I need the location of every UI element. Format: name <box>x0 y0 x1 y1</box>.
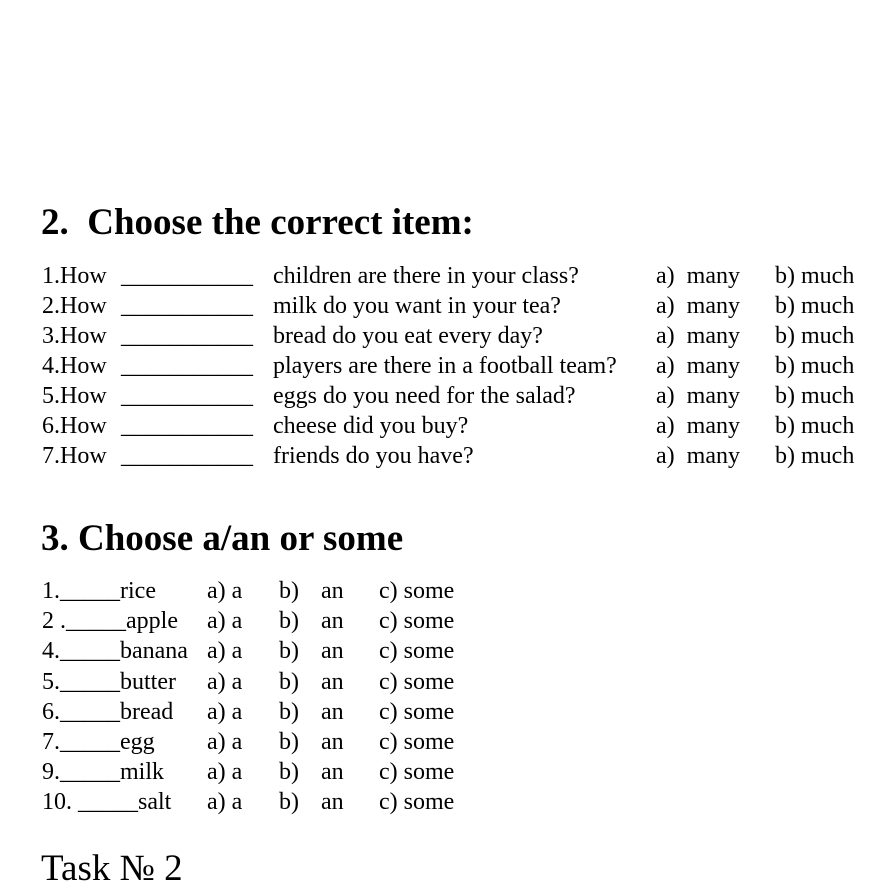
question-text: milk do you want in your tea? <box>273 293 561 319</box>
option-b-value: an <box>321 699 344 725</box>
option-a: a) a <box>207 578 243 604</box>
answer-blank: ___________ <box>121 383 253 409</box>
option-a: a) many <box>656 353 740 379</box>
option-a: a) many <box>656 263 740 289</box>
option-b-value: an <box>321 729 344 755</box>
option-b: b) much <box>775 353 855 379</box>
section-2-title: 2. Choose the correct item: <box>41 202 474 243</box>
option-b-label: b) <box>279 608 299 634</box>
option-c: c) some <box>379 669 455 695</box>
option-b-label: b) <box>279 699 299 725</box>
item-number: 1.How <box>42 263 107 289</box>
answer-blank: ___________ <box>121 323 253 349</box>
option-a: a) many <box>656 443 740 469</box>
item-number: 3.How <box>42 323 107 349</box>
item-prompt: 9._____milk <box>42 759 165 785</box>
option-a: a) a <box>207 638 243 664</box>
item-number: 5.How <box>42 383 107 409</box>
option-a: a) a <box>207 699 243 725</box>
section-3-title: 3. Choose a/an or some <box>41 518 404 559</box>
item-number: 6.How <box>42 413 107 439</box>
item-number: 4.How <box>42 353 107 379</box>
option-b-label: b) <box>279 578 299 604</box>
question-text: friends do you have? <box>273 443 474 469</box>
option-b-value: an <box>321 669 344 695</box>
option-b: b) much <box>775 383 855 409</box>
option-a: a) many <box>656 293 740 319</box>
option-a: a) many <box>656 413 740 439</box>
option-b: b) much <box>775 443 855 469</box>
option-b-label: b) <box>279 729 299 755</box>
list-item <box>0 321 890 351</box>
option-c: c) some <box>379 638 455 664</box>
list-item <box>0 606 890 636</box>
answer-blank: ___________ <box>121 413 253 439</box>
answer-blank: ___________ <box>121 293 253 319</box>
option-c: c) some <box>379 759 455 785</box>
option-b-label: b) <box>279 669 299 695</box>
option-a: a) a <box>207 789 243 815</box>
option-b-value: an <box>321 789 344 815</box>
option-b: b) much <box>775 413 855 439</box>
option-a: a) a <box>207 608 243 634</box>
list-item <box>0 381 890 411</box>
item-prompt: 7._____egg <box>42 729 155 755</box>
question-text: cheese did you buy? <box>273 413 469 439</box>
option-b: b) much <box>775 263 855 289</box>
answer-blank: ___________ <box>121 263 253 289</box>
option-b-label: b) <box>279 789 299 815</box>
option-b-value: an <box>321 759 344 785</box>
option-a: a) a <box>207 729 243 755</box>
question-text: children are there in your class? <box>273 263 579 289</box>
item-prompt: 1._____rice <box>42 578 156 604</box>
list-item <box>0 576 890 606</box>
list-item <box>0 351 890 381</box>
list-item <box>0 787 890 817</box>
item-prompt: 6._____bread <box>42 699 174 725</box>
option-b-label: b) <box>279 759 299 785</box>
item-prompt: 10. _____salt <box>42 789 172 815</box>
option-c: c) some <box>379 699 455 725</box>
option-a: a) many <box>656 323 740 349</box>
answer-blank: ___________ <box>121 353 253 379</box>
item-prompt: 2 ._____apple <box>42 608 178 634</box>
option-b-value: an <box>321 608 344 634</box>
list-item <box>0 636 890 666</box>
question-text: players are there in a football team? <box>273 353 617 379</box>
option-b-value: an <box>321 578 344 604</box>
list-item <box>0 291 890 321</box>
option-b-value: an <box>321 638 344 664</box>
option-c: c) some <box>379 729 455 755</box>
item-number: 2.How <box>42 293 107 319</box>
question-text: bread do you eat every day? <box>273 323 543 349</box>
list-item <box>0 757 890 787</box>
option-a: a) a <box>207 669 243 695</box>
option-a: a) a <box>207 759 243 785</box>
list-item <box>0 411 890 441</box>
option-b: b) much <box>775 323 855 349</box>
task-label: Task № 2 <box>41 848 183 889</box>
list-item <box>0 667 890 697</box>
question-text: eggs do you need for the salad? <box>273 383 576 409</box>
answer-blank: ___________ <box>121 443 253 469</box>
option-b: b) much <box>775 293 855 319</box>
list-item <box>0 697 890 727</box>
list-item <box>0 261 890 291</box>
list-item <box>0 441 890 471</box>
option-c: c) some <box>379 578 455 604</box>
option-c: c) some <box>379 789 455 815</box>
option-a: a) many <box>656 383 740 409</box>
item-prompt: 4._____banana <box>42 638 188 664</box>
list-item <box>0 727 890 757</box>
item-prompt: 5._____butter <box>42 669 176 695</box>
option-b-label: b) <box>279 638 299 664</box>
option-c: c) some <box>379 608 455 634</box>
item-number: 7.How <box>42 443 107 469</box>
